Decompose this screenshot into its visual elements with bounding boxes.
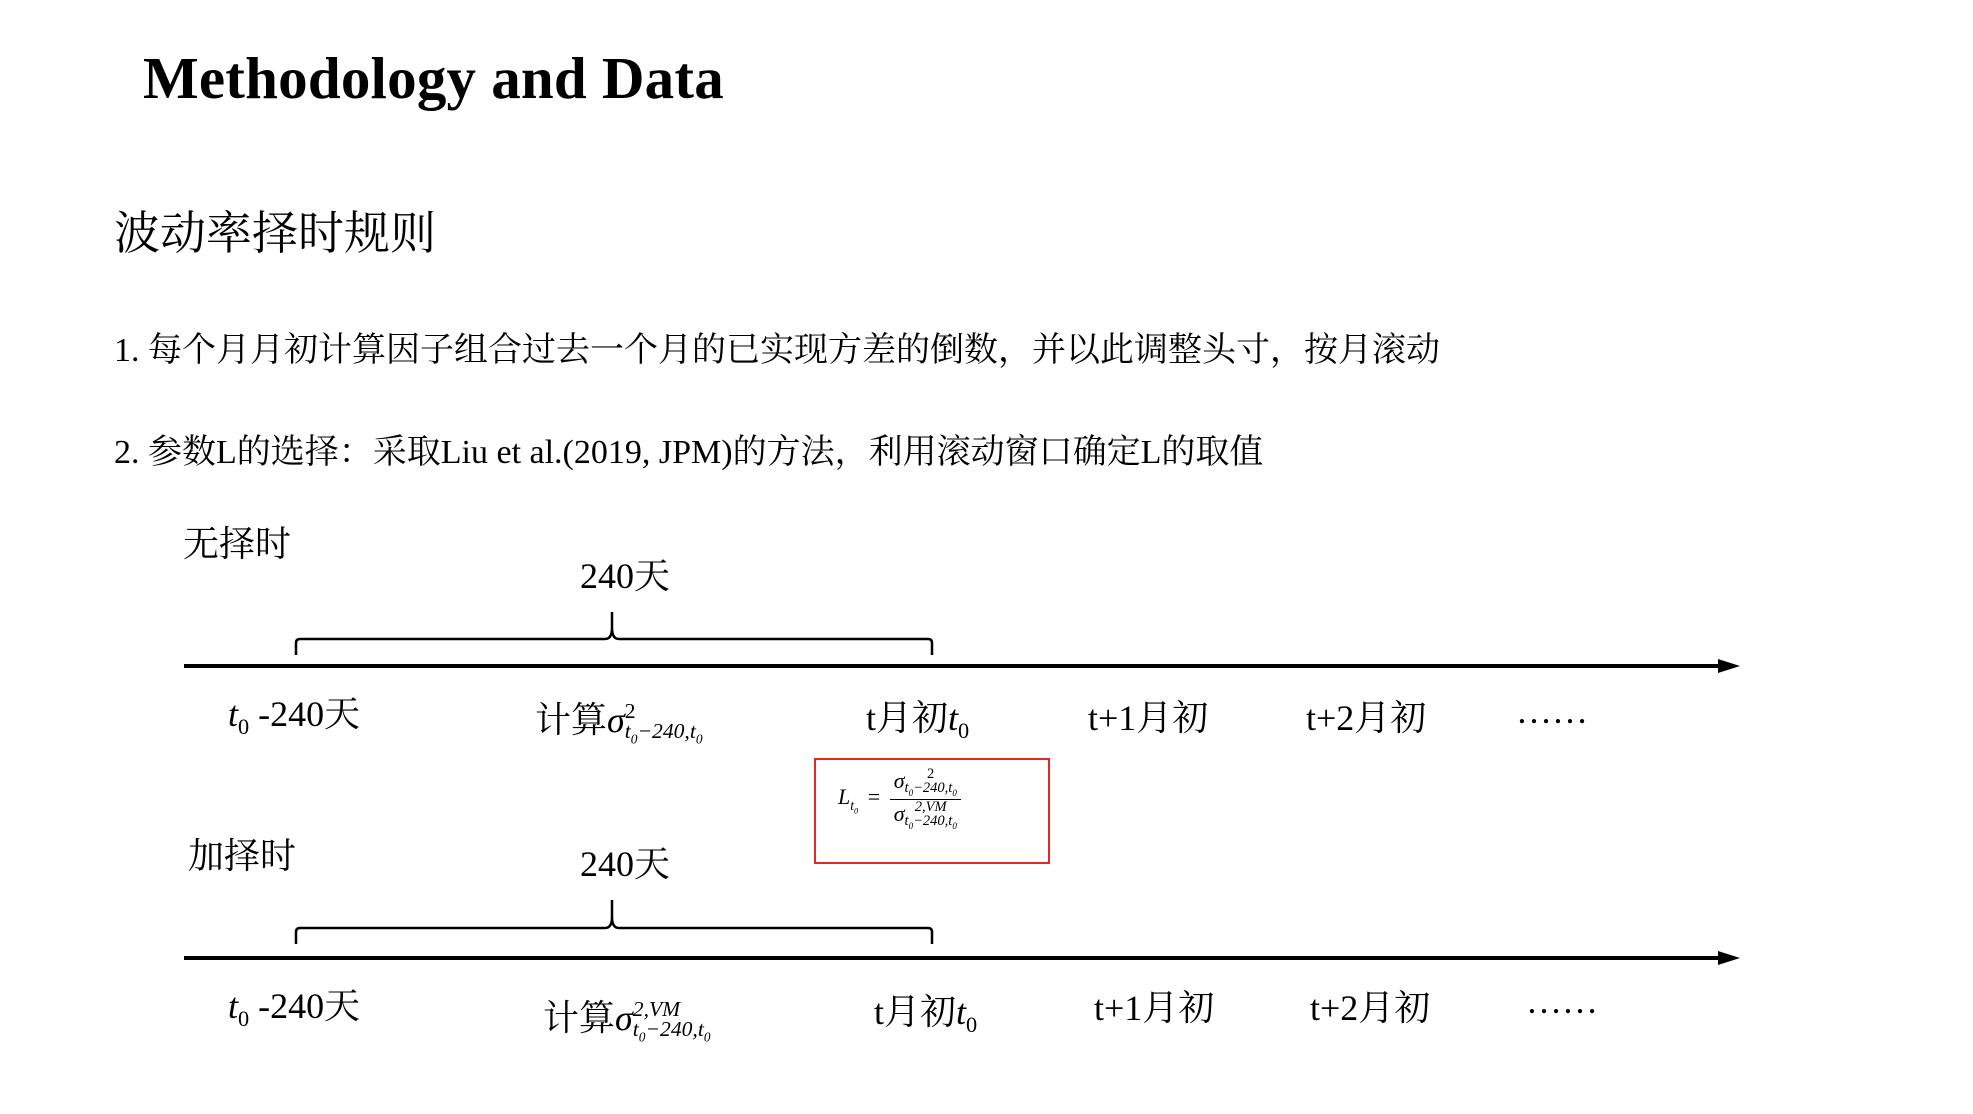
timeline-arrowhead-no-timing	[1718, 659, 1740, 673]
tick-t-plus-1-no-timing: t+1月初	[1088, 698, 1209, 738]
span-label-no-timing: 240天	[580, 556, 671, 596]
leverage-formula: $L_{t_0}$ = σ 2 $t_0-240,t_0$ σ 2,VM $t_0-240,t_0$	[838, 768, 961, 830]
tick-month-start-with-timing: t月初$t_0$	[874, 992, 978, 1038]
span-brace-no-timing	[296, 612, 932, 655]
leverage-fraction: σ 2 $t_0-240,t_0$ σ 2,VM $t_0-240,t_0$	[890, 768, 961, 830]
tick-compute-no-timing: 计算σ 2 $t_0-240,t_0$	[535, 698, 703, 747]
tick-t-plus-2-with-timing: t+2月初	[1310, 988, 1431, 1028]
section-subtitle: 波动率择时规则	[114, 206, 436, 260]
tick-t-plus-2-no-timing: t+2月初	[1306, 698, 1427, 738]
label-no-timing: 无择时	[183, 524, 292, 565]
tick-t-plus-1-with-timing: t+1月初	[1094, 988, 1215, 1028]
tick-compute-with-timing: 计算σ 2,VM $t_0-240,t_0$	[543, 996, 711, 1045]
span-label-with-timing: 240天	[580, 844, 671, 884]
span-brace-with-timing	[296, 900, 932, 944]
tick-ellipsis-with-timing: ……	[1526, 981, 1598, 1021]
tick-start-with-timing: $t_0$ -240天	[228, 986, 361, 1032]
bullet-1: 1. 每个月月初计算因子组合过去一个月的已实现方差的倒数，并以此调整头寸，按月滚动	[114, 332, 1440, 369]
label-with-timing: 加择时	[188, 836, 297, 877]
bullet-2: 2. 参数L的选择：采取Liu et al.(2019, JPM)的方法，利用滚动窗口确定L的取值	[114, 434, 1264, 471]
tick-month-start-no-timing: t月初$t_0$	[866, 698, 970, 744]
leverage-formula-box	[814, 758, 1050, 864]
tick-start-no-timing: $t_0$ -240天	[228, 694, 361, 740]
timeline-arrowhead-with-timing	[1718, 951, 1740, 965]
tick-ellipsis-no-timing: ……	[1516, 691, 1588, 731]
page-title: Methodology and Data	[143, 45, 724, 111]
